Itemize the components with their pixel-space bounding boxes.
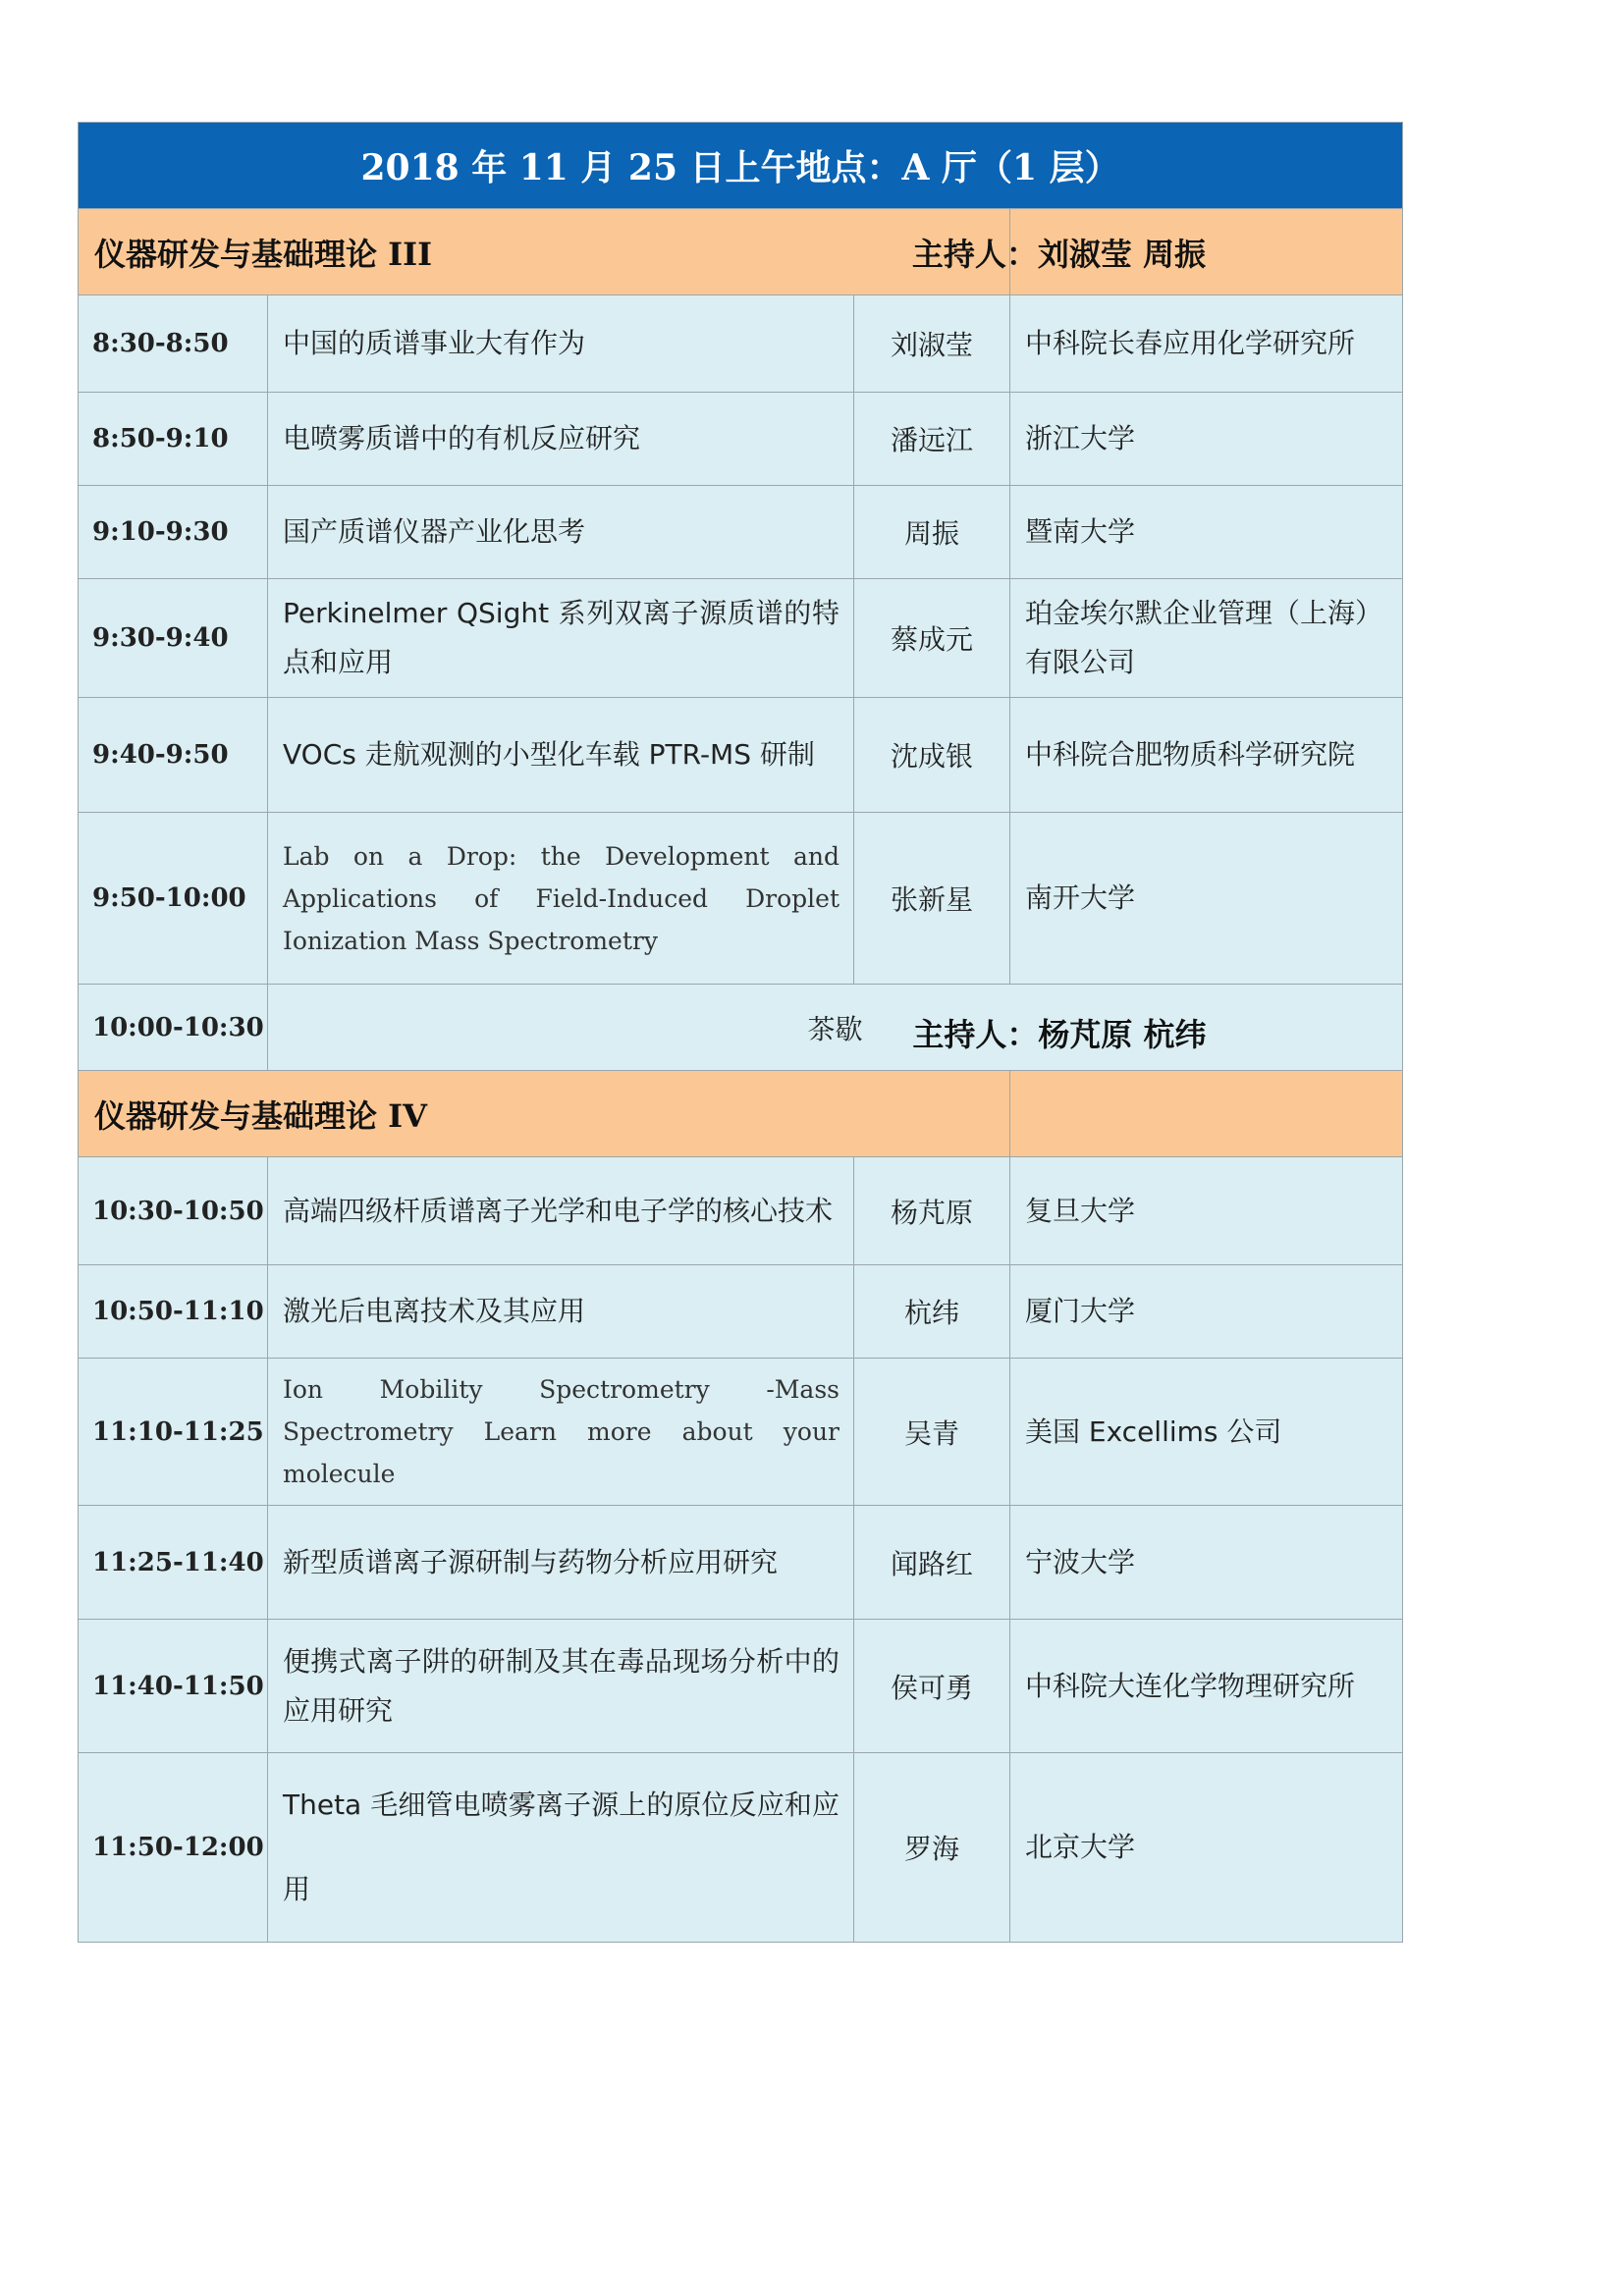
speaker-cell: 杨芃原: [854, 1157, 1010, 1265]
session-name: 仪器研发与基础理论 IV: [79, 1071, 1010, 1157]
table-row: [79, 295, 1403, 393]
time-cell: 9:50-10:00: [79, 813, 268, 985]
table-row: [79, 1265, 1403, 1359]
time-cell: 8:30-8:50: [79, 295, 268, 393]
institution-cell: 中科院大连化学物理研究所: [1010, 1620, 1403, 1753]
session-host-text: 主持人：刘淑莹 周振: [911, 235, 1207, 273]
speaker-cell: 罗海: [854, 1753, 1010, 1943]
speaker-cell: 杭纬: [854, 1265, 1010, 1359]
topic-cell: 中国的质谱事业大有作为: [268, 295, 854, 393]
institution-cell: 浙江大学: [1010, 393, 1403, 486]
title-row: [79, 123, 1403, 209]
session-host-text: 主持人：杨芃原 杭纬: [912, 1015, 1207, 1053]
session-header: [79, 209, 1403, 295]
session-header: [79, 1071, 1403, 1157]
session-name: 仪器研发与基础理论 III: [79, 209, 1010, 295]
topic-cell: Ion Mobility Spectrometry -Mass Spectrometry Learn more about your molecule: [268, 1359, 854, 1506]
institution-cell: 宁波大学: [1010, 1506, 1403, 1620]
institution-cell: 复旦大学: [1010, 1157, 1403, 1265]
table-row: [79, 393, 1403, 486]
speaker-cell: 吴青: [854, 1359, 1010, 1506]
topic-cell: 新型质谱离子源研制与药物分析应用研究: [268, 1506, 854, 1620]
topic-cell: 高端四级杆质谱离子光学和电子学的核心技术: [268, 1157, 854, 1265]
schedule-title: 2018 年 11 月 25 日上午地点：A 厅（1 层）: [79, 123, 1403, 209]
speaker-cell: 蔡成元: [854, 579, 1010, 698]
speaker-cell: 侯可勇: [854, 1620, 1010, 1753]
time-cell: 11:10-11:25: [79, 1359, 268, 1506]
topic-cell: Lab on a Drop: the Development and Applications of Field-Induced Droplet Ionization Mass Spectrometry: [268, 813, 854, 985]
institution-cell: 厦门大学: [1010, 1265, 1403, 1359]
topic-cell: Perkinelmer QSight 系列双离子源质谱的特点和应用: [268, 579, 854, 698]
time-cell: 10:30-10:50: [79, 1157, 268, 1265]
table-row: [79, 1506, 1403, 1620]
speaker-cell: 周振: [854, 486, 1010, 579]
institution-cell: 南开大学: [1010, 813, 1403, 985]
speaker-cell: 张新星: [854, 813, 1010, 985]
table-row: [79, 579, 1403, 698]
institution-cell: 珀金埃尔默企业管理（上海）有限公司: [1010, 579, 1403, 698]
table-row: [79, 1157, 1403, 1265]
time-cell: 11:25-11:40: [79, 1506, 268, 1620]
topic-cell: 激光后电离技术及其应用: [268, 1265, 854, 1359]
institution-cell: 中科院长春应用化学研究所: [1010, 295, 1403, 393]
speaker-cell: 潘远江: [854, 393, 1010, 486]
time-cell: 11:50-12:00: [79, 1753, 268, 1943]
topic-cell: 便携式离子阱的研制及其在毒品现场分析中的应用研究: [268, 1620, 854, 1753]
table-row: [79, 813, 1403, 985]
institution-cell: 北京大学: [1010, 1753, 1403, 1943]
table-row: [79, 1359, 1403, 1506]
institution-cell: 中科院合肥物质科学研究院: [1010, 698, 1403, 813]
table-row: [79, 486, 1403, 579]
topic-cell: 国产质谱仪器产业化思考: [268, 486, 854, 579]
session-host: [912, 1015, 1403, 1157]
table-row: [79, 1620, 1403, 1753]
topic-cell: VOCs 走航观测的小型化车载 PTR-MS 研制: [268, 698, 854, 813]
time-cell: 9:10-9:30: [79, 486, 268, 579]
table-row: [79, 698, 1403, 813]
speaker-cell: 沈成银: [854, 698, 1010, 813]
topic-cell: Theta 毛细管电喷雾离子源上的原位反应和应用: [268, 1753, 854, 1943]
schedule-table: [78, 122, 1403, 1943]
table-row: [79, 1753, 1403, 1943]
speaker-cell: 闻路红: [854, 1506, 1010, 1620]
time-cell: 9:30-9:40: [79, 579, 268, 698]
time-cell: 8:50-9:10: [79, 393, 268, 486]
time-cell: 10:00-10:30: [79, 985, 268, 1071]
institution-cell: 暨南大学: [1010, 486, 1403, 579]
topic-cell: 电喷雾质谱中的有机反应研究: [268, 393, 854, 486]
time-cell: 11:40-11:50: [79, 1620, 268, 1753]
speaker-cell: 刘淑莹: [854, 295, 1010, 393]
break-label: 茶歇: [268, 985, 1403, 1071]
time-cell: 10:50-11:10: [79, 1265, 268, 1359]
institution-cell: 美国 Excellims 公司: [1010, 1359, 1403, 1506]
time-cell: 9:40-9:50: [79, 698, 268, 813]
session-host: [911, 209, 1403, 295]
